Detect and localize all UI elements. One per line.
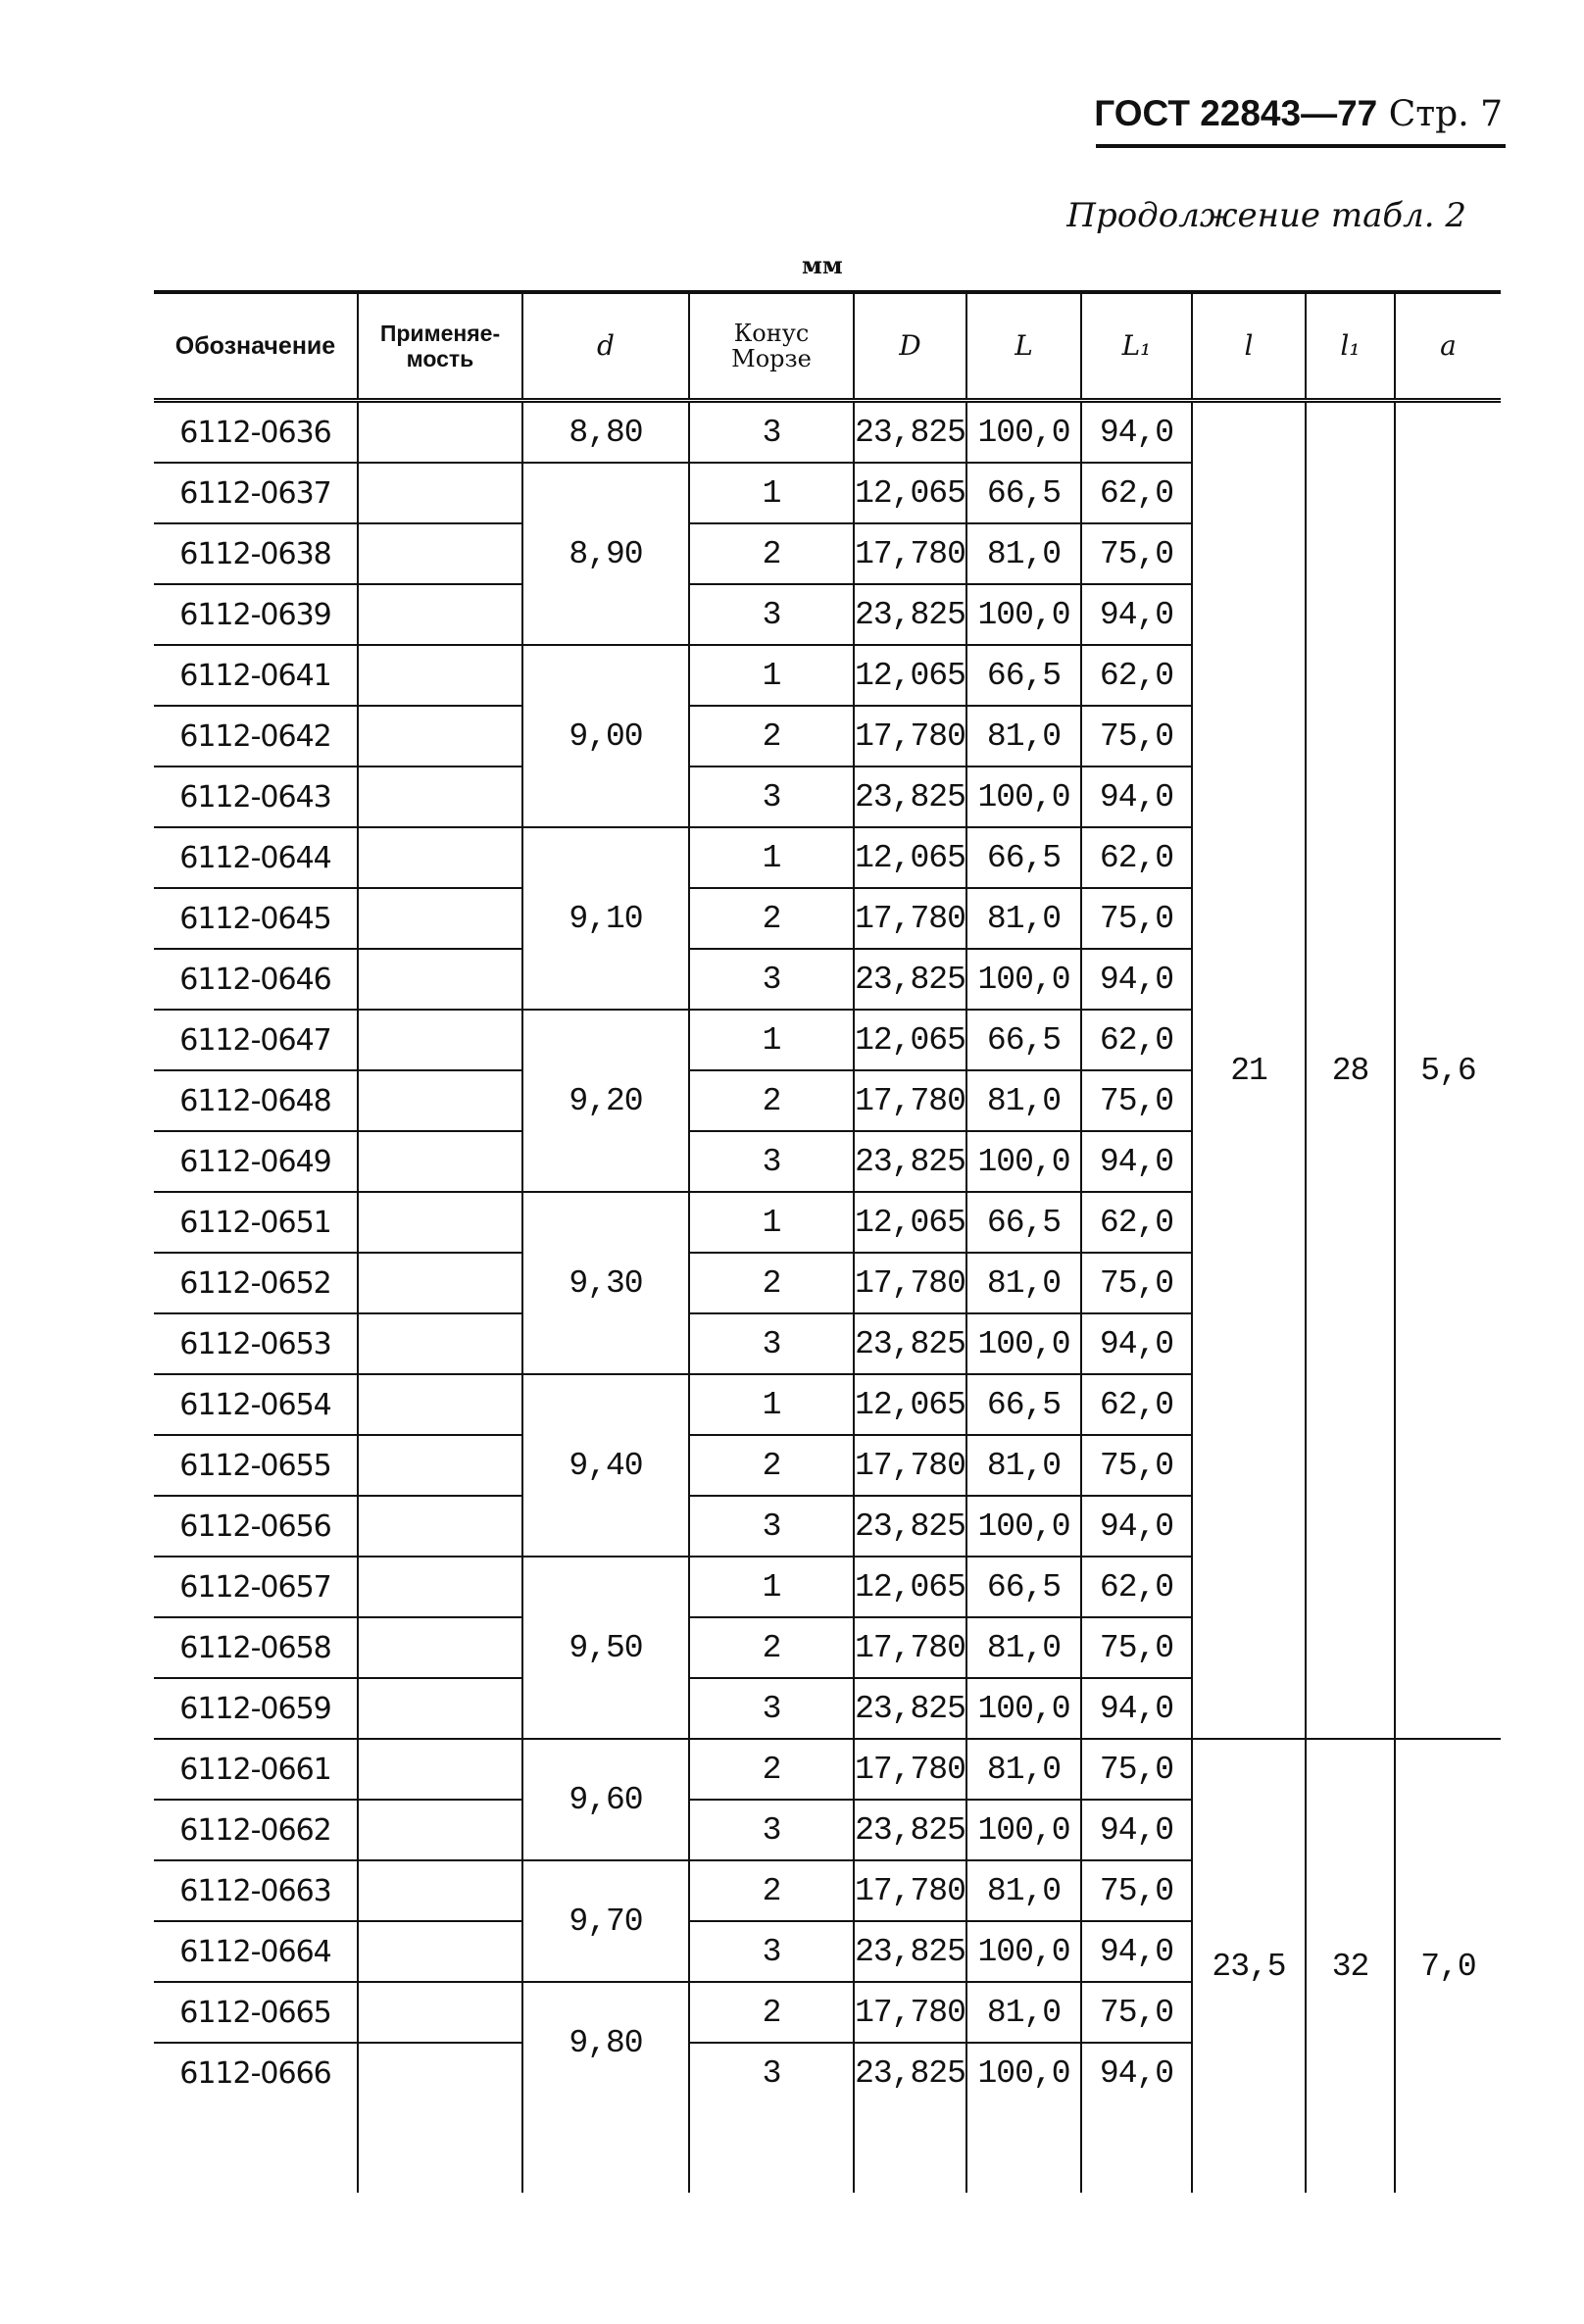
applicability-cell (358, 888, 522, 949)
L1-cell: 75,0 (1081, 1617, 1192, 1678)
L-cell: 66,5 (966, 1010, 1081, 1070)
D-cell: 23,825 (854, 401, 966, 464)
L1-cell: 62,0 (1081, 1010, 1192, 1070)
morse-cone-cell: 2 (689, 523, 854, 584)
morse-cone-cell: 2 (689, 1435, 854, 1496)
L1-cell: 94,0 (1081, 1678, 1192, 1739)
empty-cell (358, 2102, 522, 2193)
D-cell: 23,825 (854, 949, 966, 1010)
designation-cell: 6112-0645 (154, 888, 358, 949)
D-cell: 23,825 (854, 1921, 966, 1982)
applicability-cell (358, 1435, 522, 1496)
L-cell: 81,0 (966, 1860, 1081, 1921)
designation-cell: 6112-0654 (154, 1374, 358, 1435)
l1-cell: 32 (1306, 1739, 1395, 2193)
morse-cone-cell: 2 (689, 1982, 854, 2043)
L-cell: 100,0 (966, 1313, 1081, 1374)
empty-cell (154, 2102, 358, 2193)
L-cell: 81,0 (966, 888, 1081, 949)
L1-cell: 75,0 (1081, 706, 1192, 766)
table-body (154, 401, 1501, 2194)
designation-cell: 6112-0656 (154, 1496, 358, 1557)
designation-cell: 6112-0659 (154, 1678, 358, 1739)
applicability-cell (358, 1739, 522, 1800)
l-cell: 21 (1192, 401, 1306, 1740)
l1-cell: 28 (1306, 401, 1395, 1740)
morse-cone-cell: 3 (689, 1678, 854, 1739)
table-header-row (154, 292, 1501, 401)
header-rule (1096, 144, 1506, 148)
morse-cone-cell: 1 (689, 1374, 854, 1435)
L1-cell: 94,0 (1081, 949, 1192, 1010)
standard-number: ГОСТ 22843—77 (1094, 93, 1378, 133)
designation-cell: 6112-0642 (154, 706, 358, 766)
L1-cell: 62,0 (1081, 463, 1192, 523)
morse-cone-cell: 1 (689, 463, 854, 523)
a-cell: 5,6 (1395, 401, 1501, 1740)
L-cell: 100,0 (966, 949, 1081, 1010)
page-header (1094, 93, 1503, 134)
designation-cell: 6112-0663 (154, 1860, 358, 1921)
d-cell: 9,80 (522, 1982, 689, 2102)
designation-cell: 6112-0664 (154, 1921, 358, 1982)
applicability-cell (358, 401, 522, 464)
designation-cell: 6112-0652 (154, 1253, 358, 1313)
morse-cone-cell: 3 (689, 1800, 854, 1860)
applicability-cell (358, 463, 522, 523)
d-cell: 9,60 (522, 1739, 689, 1860)
L1-cell: 75,0 (1081, 1982, 1192, 2043)
D-cell: 17,780 (854, 1435, 966, 1496)
applicability-cell (358, 523, 522, 584)
morse-cone-cell: 1 (689, 827, 854, 888)
L-cell: 81,0 (966, 1617, 1081, 1678)
d-cell: 8,80 (522, 401, 689, 464)
L-cell: 100,0 (966, 1921, 1081, 1982)
morse-cone-cell: 3 (689, 1131, 854, 1192)
D-cell: 17,780 (854, 523, 966, 584)
applicability-cell (358, 584, 522, 645)
D-cell: 23,825 (854, 1800, 966, 1860)
page-number: Стр. 7 (1388, 94, 1503, 134)
L1-cell: 75,0 (1081, 1739, 1192, 1800)
L-cell: 66,5 (966, 463, 1081, 523)
applicability-cell (358, 827, 522, 888)
L1-cell: 94,0 (1081, 1131, 1192, 1192)
L1-cell: 62,0 (1081, 1374, 1192, 1435)
D-cell: 17,780 (854, 1253, 966, 1313)
L-cell: 81,0 (966, 706, 1081, 766)
morse-cone-cell: 3 (689, 584, 854, 645)
L-cell: 66,5 (966, 645, 1081, 706)
designation-cell: 6112-0647 (154, 1010, 358, 1070)
designation-cell: 6112-0662 (154, 1800, 358, 1860)
morse-cone-cell: 3 (689, 2043, 854, 2102)
morse-cone-cell: 2 (689, 1070, 854, 1131)
designation-cell: 6112-0639 (154, 584, 358, 645)
applicability-cell (358, 1557, 522, 1617)
designation-cell: 6112-0655 (154, 1435, 358, 1496)
morse-cone-cell: 1 (689, 1010, 854, 1070)
designation-cell: 6112-0637 (154, 463, 358, 523)
col-D: D (854, 292, 966, 401)
D-cell: 23,825 (854, 766, 966, 827)
L-cell: 81,0 (966, 1739, 1081, 1800)
D-cell: 23,825 (854, 584, 966, 645)
applicability-cell (358, 2043, 522, 2102)
designation-cell: 6112-0638 (154, 523, 358, 584)
L1-cell: 94,0 (1081, 1800, 1192, 1860)
D-cell: 17,780 (854, 1860, 966, 1921)
morse-cone-cell: 3 (689, 766, 854, 827)
applicability-cell (358, 1313, 522, 1374)
D-cell: 12,065 (854, 827, 966, 888)
L1-cell: 62,0 (1081, 827, 1192, 888)
applicability-cell (358, 1070, 522, 1131)
morse-cone-cell: 2 (689, 706, 854, 766)
L-cell: 100,0 (966, 2043, 1081, 2102)
L1-cell: 75,0 (1081, 1253, 1192, 1313)
D-cell: 23,825 (854, 1131, 966, 1192)
morse-cone-cell: 3 (689, 949, 854, 1010)
designation-cell: 6112-0649 (154, 1131, 358, 1192)
table-continuation-caption: Продолжение табл. 2 (1066, 196, 1466, 235)
designation-cell: 6112-0641 (154, 645, 358, 706)
morse-cone-cell: 3 (689, 1921, 854, 1982)
d-cell: 9,00 (522, 645, 689, 827)
D-cell: 23,825 (854, 2043, 966, 2102)
d-cell: 9,50 (522, 1557, 689, 1739)
D-cell: 12,065 (854, 645, 966, 706)
L1-cell: 75,0 (1081, 888, 1192, 949)
L-cell: 66,5 (966, 1374, 1081, 1435)
D-cell: 12,065 (854, 463, 966, 523)
d-cell: 9,10 (522, 827, 689, 1010)
L-cell: 66,5 (966, 1557, 1081, 1617)
l-cell: 23,5 (1192, 1739, 1306, 2193)
L-cell: 66,5 (966, 1192, 1081, 1253)
L1-cell: 94,0 (1081, 1496, 1192, 1557)
applicability-cell (358, 1921, 522, 1982)
dimensions-table (154, 290, 1501, 2193)
applicability-cell (358, 1374, 522, 1435)
L1-cell: 62,0 (1081, 1192, 1192, 1253)
empty-cell (689, 2102, 854, 2193)
D-cell: 12,065 (854, 1557, 966, 1617)
L1-cell: 94,0 (1081, 401, 1192, 464)
applicability-cell (358, 766, 522, 827)
applicability-cell (358, 1800, 522, 1860)
applicability-cell (358, 949, 522, 1010)
L-cell: 100,0 (966, 1800, 1081, 1860)
morse-cone-cell: 1 (689, 1192, 854, 1253)
designation-cell: 6112-0665 (154, 1982, 358, 2043)
L-cell: 81,0 (966, 1070, 1081, 1131)
D-cell: 12,065 (854, 1010, 966, 1070)
designation-cell: 6112-0648 (154, 1070, 358, 1131)
applicability-cell (358, 1860, 522, 1921)
morse-cone-cell: 3 (689, 1313, 854, 1374)
morse-cone-cell: 1 (689, 1557, 854, 1617)
designation-cell: 6112-0666 (179, 2055, 331, 2091)
designation-cell: 6112-0644 (154, 827, 358, 888)
col-d: d (522, 292, 689, 401)
designation-cell: 6112-0636 (154, 401, 358, 464)
D-cell: 23,825 (854, 1313, 966, 1374)
L-cell: 100,0 (966, 1496, 1081, 1557)
D-cell: 17,780 (854, 888, 966, 949)
D-cell: 23,825 (854, 1678, 966, 1739)
L-cell: 81,0 (966, 1435, 1081, 1496)
empty-cell (966, 2102, 1081, 2193)
L-cell: 81,0 (966, 1982, 1081, 2043)
col-l: l (1192, 292, 1306, 401)
d-cell: 9,40 (522, 1374, 689, 1557)
applicability-cell (358, 645, 522, 706)
L1-cell: 75,0 (1081, 1860, 1192, 1921)
col-a: a (1395, 292, 1501, 401)
empty-cell (1081, 2102, 1192, 2193)
morse-cone-cell: 3 (689, 401, 854, 464)
applicability-cell (358, 1010, 522, 1070)
L-cell: 100,0 (966, 766, 1081, 827)
d-cell: 9,20 (522, 1010, 689, 1192)
L1-cell: 75,0 (1081, 523, 1192, 584)
unit-label: мм (802, 251, 843, 279)
L-cell: 66,5 (966, 827, 1081, 888)
col-l1: l₁ (1306, 292, 1395, 401)
L-cell: 81,0 (966, 523, 1081, 584)
morse-cone-cell: 2 (689, 1739, 854, 1800)
applicability-cell (358, 1496, 522, 1557)
col-L1: L₁ (1081, 292, 1192, 401)
L1-cell: 94,0 (1081, 2043, 1192, 2102)
D-cell: 12,065 (854, 1374, 966, 1435)
d-cell: 9,30 (522, 1192, 689, 1374)
applicability-cell (358, 1253, 522, 1313)
a-cell: 7,0 (1395, 1739, 1501, 2193)
L-cell: 100,0 (966, 584, 1081, 645)
L1-cell: 62,0 (1081, 645, 1192, 706)
morse-cone-cell: 2 (689, 1617, 854, 1678)
applicability-cell (358, 1192, 522, 1253)
morse-cone-cell: 3 (689, 1496, 854, 1557)
applicability-cell (358, 1982, 522, 2043)
morse-cone-cell: 2 (689, 888, 854, 949)
D-cell: 17,780 (854, 706, 966, 766)
col-designation: Обозначение (154, 292, 358, 401)
D-cell: 12,065 (854, 1192, 966, 1253)
table-row (154, 401, 1501, 464)
L1-cell: 75,0 (1081, 1435, 1192, 1496)
L1-cell: 75,0 (1081, 1070, 1192, 1131)
L1-cell: 94,0 (1081, 766, 1192, 827)
morse-cone-cell: 2 (689, 1860, 854, 1921)
designation-cell: 6112-0661 (154, 1739, 358, 1800)
empty-cell (854, 2102, 966, 2193)
col-L: L (966, 292, 1081, 401)
applicability-cell (358, 706, 522, 766)
D-cell: 17,780 (854, 1617, 966, 1678)
designation-cell: 6112-0651 (154, 1192, 358, 1253)
morse-cone-cell: 1 (689, 645, 854, 706)
L1-cell: 62,0 (1081, 1557, 1192, 1617)
d-cell: 8,90 (522, 463, 689, 645)
designation-cell: 6112-0653 (154, 1313, 358, 1374)
D-cell: 17,780 (854, 1982, 966, 2043)
designation-cell: 6112-0646 (154, 949, 358, 1010)
L1-cell: 94,0 (1081, 1921, 1192, 1982)
col-morse-cone: Конус Морзе (689, 292, 854, 401)
designation-cell: 6112-0658 (154, 1617, 358, 1678)
applicability-cell (358, 1131, 522, 1192)
table-row (154, 1739, 1501, 1800)
empty-cell (522, 2102, 689, 2193)
L1-cell: 94,0 (1081, 584, 1192, 645)
L-cell: 100,0 (966, 401, 1081, 464)
D-cell: 17,780 (854, 1070, 966, 1131)
designation-cell: 6112-0657 (154, 1557, 358, 1617)
applicability-cell (358, 1678, 522, 1739)
D-cell: 23,825 (854, 1496, 966, 1557)
L-cell: 100,0 (966, 1131, 1081, 1192)
morse-cone-cell: 2 (689, 1253, 854, 1313)
L1-cell: 94,0 (1081, 1313, 1192, 1374)
designation-cell: 6112-0643 (154, 766, 358, 827)
applicability-cell (358, 1617, 522, 1678)
L-cell: 81,0 (966, 1253, 1081, 1313)
L-cell: 100,0 (966, 1678, 1081, 1739)
col-applicability: Применяе-мость (358, 292, 522, 401)
d-cell: 9,70 (522, 1860, 689, 1982)
D-cell: 17,780 (854, 1739, 966, 1800)
